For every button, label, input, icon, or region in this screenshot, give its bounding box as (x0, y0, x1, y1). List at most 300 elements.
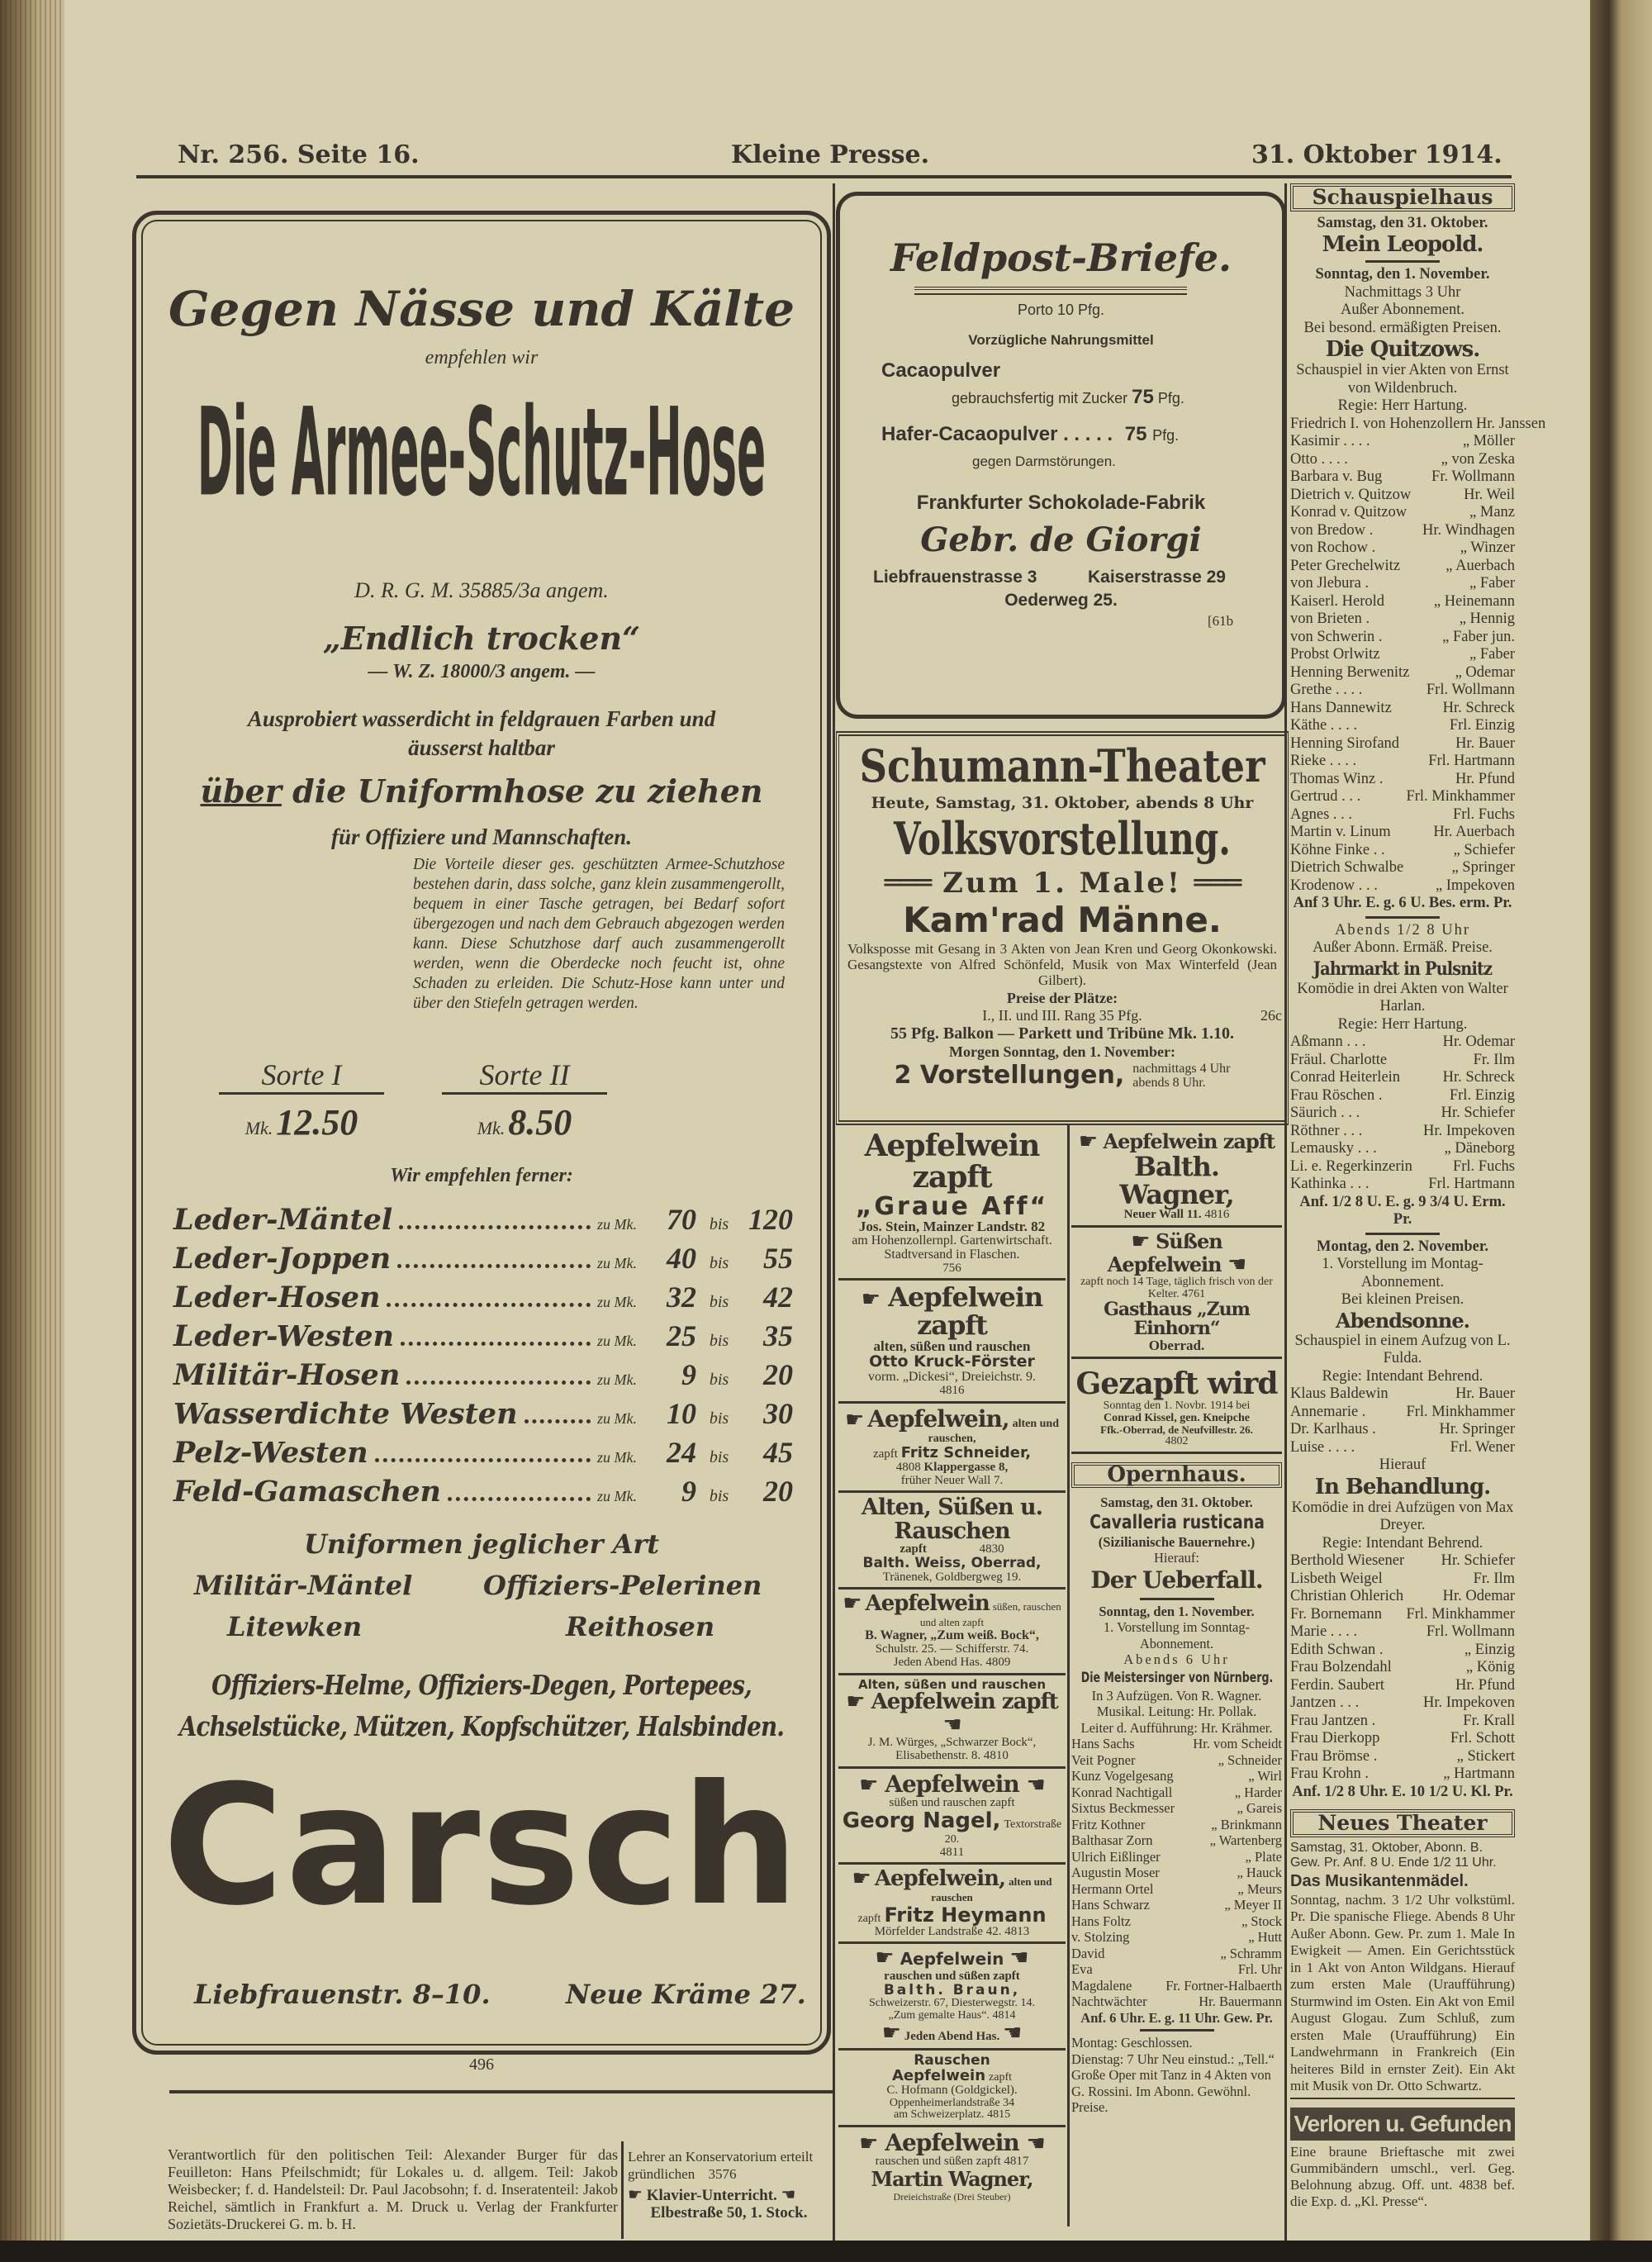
ad-address: Neuer Wall 11. (1123, 1208, 1202, 1222)
sp-mon: Montag, den 2. November. (1317, 1238, 1488, 1255)
cast-row (1290, 717, 1515, 735)
sp-play-3: Jahrmarkt in Pulsnitz (1313, 958, 1493, 980)
cast-row (1290, 877, 1515, 896)
schumann-desc: Volksposse mit Gesang in 3 Akten von Jean Kren und Georg Okonkowski. Gesangstexte von Alfred Schönfeld, Musik von Max Winterfeld (Jean Gilbert). (847, 941, 1277, 988)
piano-line-3: Elbestraße 50, 1. Stock. (650, 2204, 808, 2222)
divider (1365, 916, 1440, 919)
cast-role: Frau Röschen . (1290, 1086, 1383, 1104)
leader-dots (401, 1342, 591, 1346)
ad-headline: Aepfelwein zapft (864, 1129, 1040, 1195)
sort-label: Sorte II (442, 1057, 607, 1095)
price-item: Feld-Gamaschen (173, 1475, 441, 1509)
cast-row (1290, 1158, 1515, 1176)
price-list (173, 1202, 793, 1513)
issue-date: 31. Oktober 1914. (1251, 140, 1502, 169)
ad-text: rauschen und süßen zapft (875, 2155, 1001, 2169)
sp-cast-list (1290, 1034, 1515, 1194)
pointing-hand-icon: ☛ (861, 1287, 880, 1313)
schumann-first (839, 867, 1285, 900)
cast-role: Krodenow . . . (1290, 877, 1378, 894)
cast-role: Annemarie . (1290, 1403, 1366, 1420)
cast-row (1290, 1694, 1515, 1713)
feldpost-item-2 (881, 423, 1179, 446)
cast-row (1290, 1642, 1515, 1660)
opera-sat: Samstag, den 31. Oktober. (1100, 1495, 1253, 1511)
cast-row (1290, 1730, 1515, 1748)
cast-role: Henning Berwenitz (1290, 663, 1410, 681)
cast-actor: Fr. Krall (1463, 1712, 1515, 1729)
price-item: Leder-Mäntel (173, 1203, 393, 1237)
ad-text: süßen, rauschen und alten zapft (919, 1600, 1061, 1628)
subcolumn-divider (1067, 1124, 1070, 2226)
ad-braun (838, 1944, 1066, 2051)
sp-then: Hierauf (1379, 1457, 1427, 1473)
pointing-hand-icon: ☚ (1002, 2020, 1023, 2046)
ad-headline: Aepfelwein zapft (888, 1281, 1043, 1341)
ad-name: Fritz Heymann (884, 1903, 1047, 1927)
cast-actor: Fr. Fortner-Halbaerth (1165, 1977, 1282, 1994)
sort-1 (219, 1057, 384, 1143)
ad-headline: Aepfelwein (885, 1770, 1019, 1798)
pointing-hand-icon: ☛ (844, 1407, 865, 1433)
price-from: 9 (681, 1475, 696, 1508)
cast-row (1290, 1748, 1515, 1766)
cast-actor: Frl. Wollmann (1426, 1623, 1515, 1640)
cast-role: Köhne Finke . . (1290, 841, 1385, 858)
ad-name: Balth. Wagner, (1119, 1151, 1234, 1210)
cast-actor: Hr. Bauermann (1199, 1994, 1282, 2010)
cast-role: Li. e. Regerkinzerin (1290, 1157, 1412, 1175)
cast-actor: „ Däneborg (1444, 1140, 1515, 1157)
cast-role: Eva (1071, 1961, 1093, 1978)
cast-actor: Hr. Schiefer (1441, 1552, 1515, 1569)
ad-name: Fritz Schneider, (900, 1443, 1032, 1461)
cast-row (1071, 1800, 1282, 1817)
schumann-theater-ad (836, 731, 1289, 1125)
cast-role: Grethe . . . . (1290, 682, 1363, 698)
cast-actor: „ Stickert (1456, 1747, 1515, 1765)
cast-row (1290, 415, 1546, 434)
price-from: 10 (667, 1397, 696, 1430)
ad-text: Jeden Abend Has. (893, 1655, 983, 1669)
ad-name: Gasthaus „Zum Einhorn“ (1104, 1299, 1250, 1340)
sp-mon-abo: 1. Vorstellung im Montag-Abonnement. (1322, 1256, 1483, 1290)
price-row (173, 1241, 793, 1280)
ad-over-1: über (200, 772, 282, 810)
cast-row (1290, 1176, 1515, 1194)
item-desc: gebrauchsfertig mit Zucker (952, 390, 1128, 406)
feldpost-maker: Frankfurter Schokolade-Fabrik (916, 492, 1206, 514)
sp-play-2: Die Quitzows. (1325, 337, 1480, 362)
column-divider (833, 183, 835, 2241)
cast-actor: „ Winzer (1460, 539, 1515, 556)
opera-play-1: Cavalleria rusticana (1089, 1511, 1265, 1533)
ad-uniforms: Uniformen jeglicher Art (303, 1528, 660, 1560)
price-from: 24 (667, 1436, 696, 1469)
cast-row (1290, 1087, 1515, 1105)
schumann-show: Volksvorstellung. (894, 812, 1231, 865)
ad-number: 496 (469, 2055, 494, 2074)
ad-over (136, 772, 827, 810)
cast-actor: Fr. Ilm (1473, 1570, 1515, 1587)
nt-sat: Samstag, 31. Oktober, Abonn. B. Gew. Pr. Anf. 8 U. Ende 1/2 11 Uhr. (1290, 1840, 1497, 1870)
cast-role: Edith Schwan . (1290, 1641, 1384, 1658)
cast-role: Christian Ohlerich (1290, 1588, 1404, 1604)
cast-role: Klaus Baldewin (1290, 1385, 1389, 1402)
cast-row (1290, 468, 1515, 487)
cast-row (1290, 1034, 1515, 1052)
schumann-prices-2: 55 Pfg. Balkon — Parkett und Tribüne Mk. 1.10. (890, 1024, 1234, 1043)
cast-row (1071, 1994, 1282, 2010)
cast-role: Veit Pogner (1071, 1751, 1136, 1768)
cast-role: Dietrich Schwalbe (1290, 859, 1404, 876)
opera-play-3-wrap (1071, 1668, 1282, 1688)
cast-row (1290, 842, 1515, 860)
pointing-hand-icon: ☛ (881, 2020, 902, 2046)
opernhaus-title: Opernhaus. (1071, 1462, 1282, 1489)
cast-actor: Frl. Hartmann (1428, 1176, 1515, 1192)
cast-role: Balthasar Zorn (1071, 1832, 1153, 1849)
cast-role: Dr. Karlhaus . (1290, 1421, 1376, 1438)
cast-actor: Frl. Wener (1450, 1438, 1515, 1456)
cast-role: Augustin Moser (1071, 1865, 1160, 1881)
uni-item: Militär-Mäntel (194, 1570, 413, 1601)
ad-further: Wir empfehlen ferner: (390, 1165, 573, 1186)
sp-times-2: Anf 3 Uhr. E. g. 6 U. Bes. erm. Pr. (1293, 895, 1512, 911)
sp-play-3-sub: Komödie in drei Akten von Walter Harlan. (1297, 980, 1508, 1015)
ad-description: Die Vorteile dieser ges. geschützten Armee-Schutzhose bestehen darin, dass solche, ganz klein zusammengerollt, bequem in einer Tasche getragen, bei Bedarf sofort übergezogen und nach dem Gebrauch abgezogen werden kann. Diese Schutzhose darf auch zusammengerollt werden, wenn die Oberdecke noch feucht ist, ohne Schaden zu erleiden. Die Schutz-Hose kann unter und über den Stiefeln getragen werden. (413, 856, 785, 1012)
cast-row (1290, 859, 1515, 877)
price-item: Militär-Hosen (173, 1358, 401, 1392)
opera-evening: Abends 6 Uhr (1123, 1651, 1230, 1668)
cast-row (1071, 1736, 1282, 1752)
two-shows-label: 2 Vorstellungen, (894, 1061, 1125, 1090)
ad-headline: Aepfelwein (891, 2066, 986, 2084)
neues-theater-title: Neues Theater (1290, 1809, 1515, 1837)
cast-row (1290, 646, 1515, 664)
ad-name: „Graue Aff“ (855, 1191, 1049, 1221)
price-from: 9 (681, 1358, 696, 1391)
cast-row (1290, 433, 1515, 451)
show-times (1132, 1062, 1230, 1090)
pointing-hand-icon: ☚ (781, 2184, 796, 2204)
cast-role: Marie . . . . (1290, 1623, 1358, 1640)
cast-actor: „ Heinemann (1433, 592, 1515, 610)
ad-headline: Aepfelwein (900, 1949, 1004, 1970)
ad-number: 4813 (1004, 1924, 1030, 1938)
divider (1140, 1598, 1214, 1600)
nt-play: Das Musikantenmädel. (1290, 1871, 1469, 1890)
cast-role: von Jlebura . (1290, 575, 1370, 592)
feldpost-code: [61b (1208, 613, 1234, 629)
show-time: nachmittags 4 Uhr (1132, 1061, 1231, 1076)
ad-number: 4811 (939, 1845, 965, 1859)
ad-wuerges (838, 1675, 1066, 1769)
ad-number: 4830 (979, 1542, 1004, 1556)
cast-actor: „ Auerbach (1446, 557, 1515, 574)
cast-actor: „ Meyer II (1224, 1897, 1282, 1913)
cast-role: Kaiserl. Herold (1290, 592, 1385, 610)
lost-found-title: Verloren u. Gefunden (1290, 2108, 1515, 2141)
schumann-title-wrap (839, 739, 1285, 794)
ad-balth-wagner (1071, 1128, 1282, 1228)
ad-headline: Aepfelwein (865, 1591, 990, 1617)
sp-play-5-regie: Regie: Intendant Behrend. (1322, 1534, 1483, 1552)
apfelwein-ads-right (1071, 1128, 1282, 2116)
feldpost-title: Feldpost-Briefe. (890, 235, 1232, 280)
cast-row (1290, 824, 1515, 842)
pointing-hand-icon: ☛ (1131, 1229, 1150, 1255)
feldpost-item-1-desc (952, 386, 1184, 409)
cast-row (1071, 1881, 1282, 1898)
ad-gezapft (1071, 1359, 1282, 1454)
ad-trademark: — W. Z. 18000/3 angem. — (368, 661, 596, 682)
book-binding-left (0, 0, 64, 2262)
price-unit: zu Mk. (597, 1216, 637, 1233)
cast-row (1290, 1588, 1515, 1606)
pointing-hand-icon: ☛ (628, 2184, 643, 2204)
cast-row (1290, 487, 1515, 505)
feldpost-item-1: Cacaopulver (881, 359, 1001, 382)
price-to: 45 (763, 1436, 793, 1469)
sp-cast-list (1290, 1552, 1515, 1784)
item-unit: Pfg. (1157, 390, 1184, 406)
cast-role: Kathinka . . . (1290, 1176, 1370, 1192)
cast-row (1071, 1961, 1282, 1978)
pointing-hand-icon: ☛ (859, 2131, 878, 2156)
sp-sun: Sonntag, den 1. November. (1315, 266, 1490, 283)
ad-number: 4810 (983, 1748, 1009, 1762)
opera-sun-sub: 1. Vorstellung im Sonntag-Abonnement. (1103, 1619, 1251, 1651)
cast-actor: Frl. Hartmann (1428, 753, 1515, 769)
ad-text: zapft (989, 2070, 1013, 2084)
ad-number: 4808 (895, 1460, 921, 1474)
ad-headline: Aepfelwein (885, 2128, 1019, 2156)
sp-sun-price: Bei besond. ermäßigten Preisen. (1303, 319, 1502, 336)
schumann-date: Heute, Samstag, 31. Oktober, abends 8 Uhr (871, 794, 1254, 812)
leader-dots (399, 1225, 591, 1229)
cast-actor: „ Manz (1469, 504, 1515, 520)
cast-actor: Hr. Schreck (1442, 699, 1515, 716)
ornament-rule: ═══ (884, 867, 931, 900)
ad-product-wrap (136, 384, 827, 525)
cast-actor: Hr. Odemar (1442, 1034, 1515, 1050)
cast-actor: „ König (1465, 1659, 1515, 1675)
cast-actor: „ Faber jun. (1442, 628, 1515, 645)
price-row (173, 1202, 793, 1241)
cast-actor: „ Wartenberg (1209, 1832, 1282, 1849)
price-from: 32 (667, 1281, 696, 1314)
ad-text: am Hohenzollernpl. Gartenwirtschaft. Stadtversand in Flaschen. (852, 1233, 1052, 1262)
scan-bottom-edge (0, 2241, 1652, 2262)
pointing-hand-icon: ☚ (942, 1712, 961, 1737)
ad-address: Schulstr. 25. — Schifferstr. 74. (875, 1642, 1029, 1656)
cast-row (1290, 682, 1515, 700)
price-unit: zu Mk. (597, 1488, 637, 1504)
cast-row (1290, 611, 1515, 629)
cast-role: v. Stolzing (1071, 1929, 1130, 1946)
ad-b-wagner (838, 1590, 1066, 1675)
cast-actor: „ Schramm (1220, 1945, 1282, 1961)
cast-role: Fritz Kothner (1071, 1816, 1146, 1832)
cast-row (1290, 1713, 1515, 1731)
sp-play-5-sub: Komödie in drei Aufzügen von Max Dreyer. (1291, 1499, 1514, 1533)
ad-number: 4809 (985, 1655, 1011, 1669)
opernhaus-listing (1071, 1462, 1282, 2116)
armee-schutz-hose-ad (132, 211, 831, 2055)
price-to: 30 (763, 1397, 793, 1430)
cast-role: Konrad v. Quitzow (1290, 504, 1408, 520)
cast-row (1290, 1439, 1515, 1457)
ad-text: süßen und rauschen zapft (889, 1795, 1015, 1809)
cast-role: Frau Bolzendahl (1290, 1659, 1392, 1675)
uni-item: Litewken (227, 1611, 363, 1642)
schumann-prices-head: Preise der Plätze: (1006, 990, 1118, 1006)
feldpost-addr-3: Oederweg 25. (1004, 591, 1118, 610)
ad-text: Jeden Abend Has. (904, 2029, 1000, 2043)
ad-graue-aff (838, 1128, 1066, 1281)
ad-text: Alten, süßen und rauschen (857, 1676, 1047, 1692)
cast-row (1290, 451, 1515, 469)
sp-sun-time: Nachmittags 3 Uhr (1344, 283, 1461, 301)
cast-role: Lisbeth Weigel (1290, 1570, 1383, 1587)
cast-role: Hans Sachs (1071, 1736, 1135, 1752)
cast-role: Hans Schwarz (1071, 1897, 1150, 1913)
feldpost-sub: Vorzügliche Nahrungsmittel (968, 332, 1154, 348)
price-row (173, 1474, 793, 1513)
cast-actor: „ Faber (1469, 646, 1515, 663)
cast-actor: Fr. Wollmann (1431, 468, 1515, 485)
pointing-hand-icon: ☚ (1009, 1946, 1029, 1971)
cast-actor: Hr. Weil (1464, 486, 1515, 503)
ad-name: B. Wagner, „Zum weiß. Bock“, (865, 1628, 1039, 1643)
opera-play-2: Der Ueberfall. (1090, 1566, 1263, 1594)
ad-firm-logo: Carsch (162, 1750, 801, 1942)
piano-title: Klavier-Unterricht. (646, 2187, 777, 2204)
feldpost-title-rule (914, 287, 1187, 295)
ad-number: 4802 (1165, 1435, 1189, 1448)
ad-text: „Zum gemalte Haus“. (888, 2009, 990, 2022)
cast-row (1071, 1929, 1282, 1946)
pointing-hand-icon: ☛ (846, 1689, 865, 1715)
leader-dots (387, 1303, 591, 1307)
cast-actor: „ Möller (1462, 433, 1515, 449)
issue-number: Nr. 256. Seite 16. (178, 140, 420, 169)
cast-actor: „ Schiefer (1453, 841, 1515, 858)
cast-role: Gertrud . . . (1290, 788, 1361, 805)
cast-row (1290, 1123, 1515, 1141)
range-word: bis (709, 1254, 729, 1272)
cast-role: Kasimir . . . . (1290, 433, 1370, 449)
cast-actor: „ Gareis (1237, 1800, 1282, 1817)
ad-code: 26c (1260, 1007, 1282, 1024)
cast-row (1290, 1404, 1515, 1422)
book-binding-right (1590, 0, 1652, 2262)
ad-name: Martin Wagner, (871, 2166, 1033, 2191)
ad-for-whom: für Offiziere und Mannschaften. (330, 824, 633, 849)
opera-play-1-sub: (Sizilianische Bauernehre.) (1098, 1533, 1256, 1550)
cast-role: von Brieten . (1290, 611, 1370, 627)
sp-play-1: Mein Leopold. (1322, 232, 1483, 257)
pointing-hand-icon: ☛ (852, 1866, 871, 1892)
cast-actor: „ Meurs (1237, 1880, 1282, 1897)
cast-actor: Hr. Pfund (1455, 1676, 1515, 1694)
price-to: 35 (763, 1319, 793, 1352)
cast-row (1290, 1552, 1515, 1571)
range-word: bis (709, 1409, 729, 1428)
cast-row (1290, 575, 1515, 593)
cast-actor: „ Hennig (1459, 611, 1515, 627)
cast-role: Jantzen . . . (1290, 1694, 1360, 1711)
price-to: 20 (763, 1358, 793, 1391)
pointing-hand-icon: ☛ (1078, 1129, 1098, 1154)
piano-line-2 (628, 2186, 830, 2204)
price-to: 42 (763, 1281, 793, 1314)
cast-role: Luise . . . . (1290, 1438, 1355, 1456)
feldpost-firm: Gebr. de Giorgi (920, 520, 1202, 559)
ad-tested-1: Ausprobiert wasserdicht in feldgrauen Farben und (247, 706, 716, 731)
pointing-hand-icon: ☚ (1026, 1772, 1045, 1798)
opera-music: Musikal. Leitung: Hr. Pollak. (1096, 1704, 1257, 1720)
cast-actor: Frl. Minkhammer (1406, 1605, 1515, 1623)
sp-play-2-sub: Schauspiel in vier Akten von Ernst von Wildenbruch. (1296, 362, 1509, 397)
cast-actor: Frl. Schott (1450, 1730, 1515, 1746)
opera-then: Hierauf: (1154, 1550, 1199, 1566)
cast-role: Kunz Vogelgesang (1071, 1768, 1174, 1784)
cast-row (1071, 1752, 1282, 1769)
cast-role: Käthe . . . . (1290, 717, 1358, 734)
ad-accessories-2: Achselstücke, Mützen, Kopfschützer, Halsbinden. (178, 1710, 785, 1742)
ad-headline: Aepfelwein, (867, 1404, 1009, 1433)
sp-mon-price: Bei kleinen Preisen. (1341, 1291, 1464, 1308)
cast-row (1290, 504, 1515, 522)
cast-role: Thomas Winz . (1290, 770, 1384, 787)
cast-role: Ferdin. Saubert (1290, 1676, 1385, 1694)
item-price: 75 (1132, 386, 1154, 408)
cast-role: Frau Krohn . (1290, 1765, 1370, 1782)
schumann-title: Schumann-Theater (859, 739, 1265, 792)
cast-role: David (1071, 1945, 1105, 1961)
schumann-tomorrow: Morgen Sonntag, den 1. November: (949, 1043, 1175, 1060)
cast-row (1290, 593, 1515, 611)
price-unit: zu Mk. (597, 1449, 637, 1466)
ad-address-2: Neue Kräme 27. (566, 1979, 806, 2010)
ad-number: 4816 (1204, 1208, 1230, 1222)
ad-address: Oberrad. (1148, 1338, 1205, 1354)
cast-role: Henning Sirofand (1290, 734, 1400, 752)
item-name: Hafer-Cacaopulver . . . . . (881, 423, 1113, 445)
first-time-label: Zum 1. Male! (942, 867, 1182, 900)
cast-row (1290, 558, 1515, 576)
cast-role: Friedrich I. von Hohenzollern (1290, 415, 1473, 432)
leader-dots (525, 1419, 591, 1423)
cast-actor: Frl. Einzig (1449, 1086, 1515, 1104)
price-row (173, 1357, 793, 1396)
price-to: 120 (748, 1203, 793, 1236)
pointing-hand-icon: ☛ (875, 1946, 895, 1971)
cast-role: Nachtwächter (1071, 1994, 1147, 2010)
cast-role: Probst Orlwitz (1290, 646, 1380, 663)
ad-headline: Süßen Aepfelwein (1107, 1229, 1222, 1276)
cast-actor: „ Impekoven (1435, 877, 1515, 894)
ad-address: am Schweizerplatz. (893, 2108, 985, 2122)
cast-row (1290, 806, 1515, 824)
cast-role: Fräul. Charlotte (1290, 1051, 1388, 1068)
price-item: Leder-Westen (173, 1319, 394, 1353)
ad-name: C. Hofmann (Goldgickel). (886, 2083, 1018, 2097)
ad-address: Dreieichstraße (Drei Steuber) (893, 2190, 1011, 2203)
price-row (173, 1319, 793, 1357)
